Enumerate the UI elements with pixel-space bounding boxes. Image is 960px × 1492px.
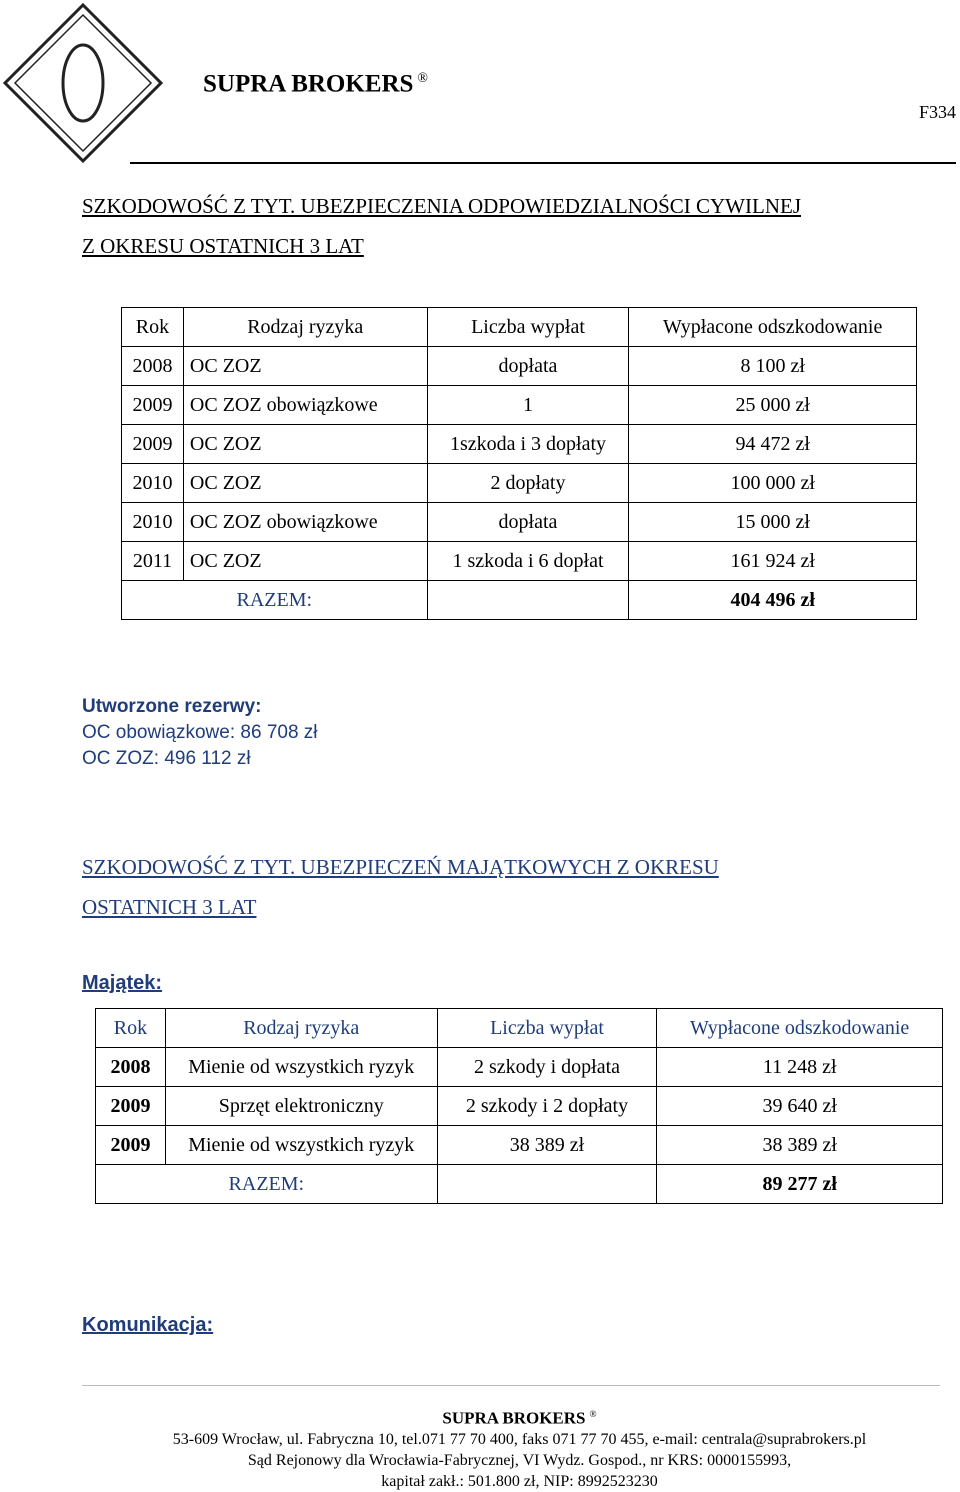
footer-address: 53-609 Wrocław, ul. Fabryczna 10, tel.071 77 70 400, faks 071 77 70 455, e-mail: centrala@suprabrokers.pl xyxy=(172,1430,867,1448)
cell-count: dopłata xyxy=(427,503,629,542)
table-header-row xyxy=(122,308,917,347)
cell-risk: OC ZOZ obowiązkowe xyxy=(183,386,427,425)
document-code: F334 xyxy=(918,102,956,122)
cell-year: 2009 xyxy=(122,386,184,425)
cell-risk: OC ZOZ xyxy=(183,464,427,503)
col-header-risk: Rodzaj ryzyka xyxy=(183,308,427,347)
cell-paid: 25 000 zł xyxy=(629,386,917,425)
reserves-line-oc-mandatory: OC obowiązkowe: 86 708 zł xyxy=(82,722,318,743)
table-total-row xyxy=(122,581,917,620)
cell-year: 2009 xyxy=(122,425,184,464)
cell-risk: Mienie od wszystkich ryzyk xyxy=(165,1126,437,1165)
cell-paid: 161 924 zł xyxy=(629,542,917,581)
table-header-row xyxy=(96,1009,943,1048)
reserves-block xyxy=(82,694,318,772)
col-header-year: Rok xyxy=(96,1009,166,1048)
cell-year: 2011 xyxy=(122,542,184,581)
supra-brokers-logo xyxy=(2,2,164,164)
cell-paid: 15 000 zł xyxy=(629,503,917,542)
table-row xyxy=(122,542,917,581)
cell-risk: OC ZOZ xyxy=(183,347,427,386)
section1-title-line1: SZKODOWOŚĆ Z TYT. UBEZPIECZENIA ODPOWIEDZIALNOŚCI CYWILNEJ xyxy=(82,194,801,218)
cell-risk: OC ZOZ xyxy=(183,542,427,581)
header-divider xyxy=(130,162,956,164)
total-empty-cell xyxy=(437,1165,657,1204)
total-value: 404 496 zł xyxy=(629,581,917,620)
total-label: RAZEM: xyxy=(122,581,428,620)
cell-year: 2009 xyxy=(96,1126,166,1165)
total-label: RAZEM: xyxy=(96,1165,438,1204)
cell-risk: OC ZOZ xyxy=(183,425,427,464)
col-header-paid: Wypłacone odszkodowanie xyxy=(657,1009,943,1048)
brand-name: SUPRA BROKERS ® xyxy=(203,70,428,98)
footer xyxy=(82,1405,957,1492)
footer-registry: Sąd Rejonowy dla Wrocławia-Fabrycznej, VI Wydz. Gospod., nr KRS: 0000155993, xyxy=(247,1451,792,1469)
table-row xyxy=(96,1126,943,1165)
cell-count: dopłata xyxy=(427,347,629,386)
table-row xyxy=(122,464,917,503)
cell-count: 2 szkody i 2 dopłaty xyxy=(437,1087,657,1126)
property-subheading: Majątek: xyxy=(82,972,163,994)
table-row xyxy=(96,1087,943,1126)
liability-claims-table xyxy=(121,307,917,620)
footer-brand: SUPRA BROKERS ® xyxy=(442,1408,597,1428)
section2-title-line1: SZKODOWOŚĆ Z TYT. UBEZPIECZEŃ MAJĄTKOWYCH Z OKRESU xyxy=(82,855,719,879)
reserves-line-oc-zoz: OC ZOZ: 496 112 zł xyxy=(82,748,251,769)
cell-count: 1 szkoda i 6 dopłat xyxy=(427,542,629,581)
total-value: 89 277 zł xyxy=(657,1165,943,1204)
cell-year: 2009 xyxy=(96,1087,166,1126)
table-row xyxy=(96,1048,943,1087)
cell-year: 2008 xyxy=(96,1048,166,1087)
section2-title-line2: OSTATNICH 3 LAT xyxy=(82,895,257,919)
cell-count: 2 szkody i dopłata xyxy=(437,1048,657,1087)
vehicle-subheading: Komunikacja: xyxy=(82,1314,214,1336)
col-header-count: Liczba wypłat xyxy=(427,308,629,347)
footer-divider xyxy=(82,1385,940,1386)
property-claims-table xyxy=(95,1008,943,1204)
cell-risk: Sprzęt elektroniczny xyxy=(165,1087,437,1126)
cell-risk: Mienie od wszystkich ryzyk xyxy=(165,1048,437,1087)
cell-count: 1szkoda i 3 dopłaty xyxy=(427,425,629,464)
total-empty-cell xyxy=(427,581,629,620)
col-header-count: Liczba wypłat xyxy=(437,1009,657,1048)
cell-paid: 94 472 zł xyxy=(629,425,917,464)
cell-paid: 100 000 zł xyxy=(629,464,917,503)
cell-year: 2010 xyxy=(122,503,184,542)
cell-count: 2 dopłaty xyxy=(427,464,629,503)
cell-count: 1 xyxy=(427,386,629,425)
cell-paid: 39 640 zł xyxy=(657,1087,943,1126)
reserves-title: Utworzone rezerwy: xyxy=(82,696,262,717)
registered-mark: ® xyxy=(417,70,428,85)
col-header-year: Rok xyxy=(122,308,184,347)
footer-capital: kapitał zakł.: 501.800 zł, NIP: 8992523230 xyxy=(381,1472,658,1490)
table-row xyxy=(122,347,917,386)
table-total-row xyxy=(96,1165,943,1204)
cell-year: 2008 xyxy=(122,347,184,386)
col-header-risk: Rodzaj ryzyka xyxy=(165,1009,437,1048)
col-header-paid: Wypłacone odszkodowanie xyxy=(629,308,917,347)
table-row xyxy=(122,386,917,425)
cell-paid: 8 100 zł xyxy=(629,347,917,386)
cell-year: 2010 xyxy=(122,464,184,503)
table-row xyxy=(122,503,917,542)
cell-paid: 38 389 zł xyxy=(657,1126,943,1165)
cell-risk: OC ZOZ obowiązkowe xyxy=(183,503,427,542)
registered-mark: ® xyxy=(589,1410,597,1420)
cell-paid: 11 248 zł xyxy=(657,1048,943,1087)
table-row xyxy=(122,425,917,464)
section1-title-line2: Z OKRESU OSTATNICH 3 LAT xyxy=(82,234,364,258)
cell-count: 38 389 zł xyxy=(437,1126,657,1165)
